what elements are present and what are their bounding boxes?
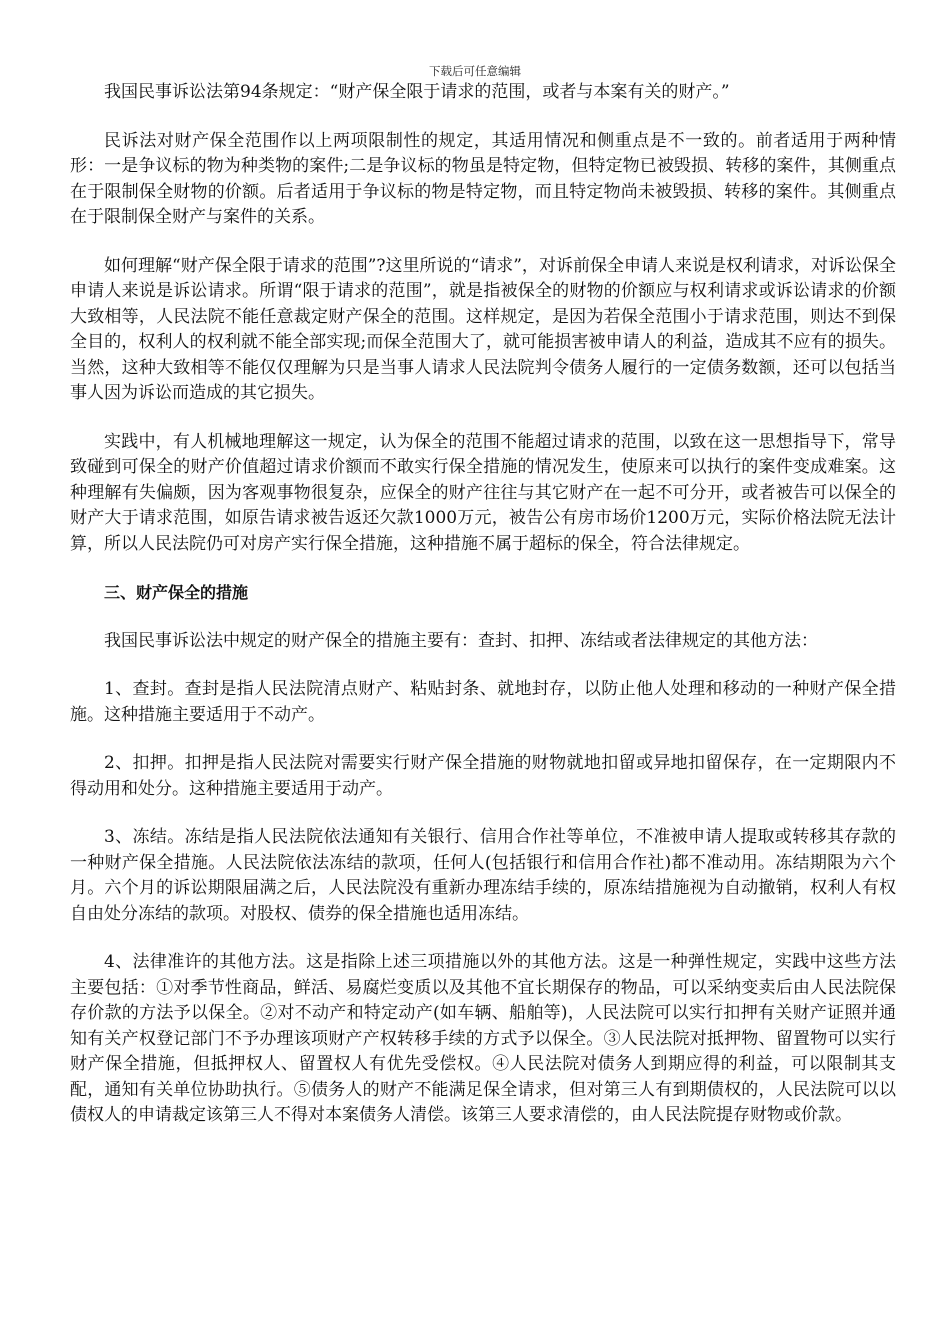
paragraph-measures-intro: 我国民事诉讼法中规定的财产保全的措施主要有：查封、扣押、冻结或者法律规定的其他方法： — [104, 630, 818, 651]
section-heading-measures: 三、财产保全的措施 — [104, 583, 249, 602]
paragraph-scope-restrictions: 民诉法对财产保全范围作以上两项限制性的规定，其适用情况和侧重点是不一致的。前者适用于两种情形：一是争议标的物为种类物的案件;二是争议标的物虽是特定物，但特定物已被毁损、转移的案件，其侧重点在于限制保全财物的价额。后者适用于争议标的物是特定物，而且特定物尚未被毁损、转移的案件。其侧重点在于限制保全财产与案件的关系。 — [70, 130, 896, 227]
page-header-note: 下载后可任意编辑 — [429, 64, 521, 78]
paragraph-seal-up: 1、查封。查封是指人民法院清点财产、粘贴封条、就地封存，以防止他人处理和移动的一种财产保全措施。这种措施主要适用于不动产。 — [70, 679, 896, 725]
paragraph-practice: 实践中，有人机械地理解这一规定，认为保全的范围不能超过请求的范围，以致在这一思想指导下，常导致碰到可保全的财产价值超过请求价额而不敢实行保全措施的情况发生，使原来可以执行的案件变成难案。这种理解有失偏颇，因为客观事物很复杂，应保全的财产往往与其它财产在一起不可分开，或者被告可以保全的财产大于请求范围，如原告请求被告返还欠款1000万元，被告公有房市场价1200万元，实际价格法院无法计算，所以人民法院仍可对房产实行保全措施，这种措施不属于超标的保全，符合法律规定。 — [70, 431, 896, 554]
paragraph-seizure: 2、扣押。扣押是指人民法院对需要实行财产保全措施的财物就地扣留或异地扣留保存，在一定期限内不得动用和处分。这种措施主要适用于动产。 — [70, 753, 896, 799]
paragraph-other-methods: 4、法律准许的其他方法。这是指除上述三项措施以外的其他方法。这是一种弹性规定，实践中这些方法主要包括：①对季节性商品，鲜活、易腐烂变质以及其他不宜长期保存的物品，可以采纳变卖后由人民法院保存价款的方法予以保全。②对不动产和特定动产(如车辆、船舶等)，人民法院可以实行扣押有关财产证照并通知有关产权登记部门不予办理该项财产产权转移手续的方式予以保全。③人民法院对抵押物、留置物可以实行财产保全措施，但抵押权人、留置权人有优先受偿权。④人民法院对债务人到期应得的利益，可以限制其支配，通知有关单位协助执行。⑤债务人的财产不能满足保全请求，但对第三人有到期债权的，人民法院可以以债权人的申请裁定该第三人不得对本案债务人清偿。该第三人要求清偿的，由人民法院提存财物或价款。 — [70, 952, 896, 1125]
paragraph-freeze: 3、冻结。冻结是指人民法院依法通知有关银行、信用合作社等单位，不准被申请人提取或转移其存款的一种财产保全措施。人民法院依法冻结的款项，任何人(包括银行和信用合作社)都不准动用。冻结期限为六个月。六个月的诉讼期限届满之后，人民法院没有重新办理冻结手续的，原冻结措施视为自动撤销，权利人有权自由处分冻结的款项。对股权、债券的保全措施也适用冻结。 — [70, 827, 896, 924]
paragraph-request-scope: 如何理解“财产保全限于请求的范围”?这里所说的“请求”，对诉前保全申请人来说是权利请求，对诉讼保全申请人来说是诉讼请求。所谓“限于请求的范围”，就是指被保全的财物的价额应与权利请求或诉讼请求的价额大致相等，人民法院不能任意裁定财产保全的范围。这样规定，是因为若保全范围小于请求范围，则达不到保全目的，权利人的权利就不能全部实现;而保全范围大了，就可能损害被申请人的利益，造成其不应有的损失。当然，这种大致相等不能仅仅理解为只是当事人请求人民法院判令债务人履行的一定债务数额，还可以包括当事人因为诉讼而造成的其它损失。 — [70, 255, 896, 403]
paragraph-article-94: 我国民事诉讼法第94条规定：“财产保全限于请求的范围，或者与本案有关的财产。” — [104, 82, 730, 102]
document-body — [70, 80, 896, 1152]
